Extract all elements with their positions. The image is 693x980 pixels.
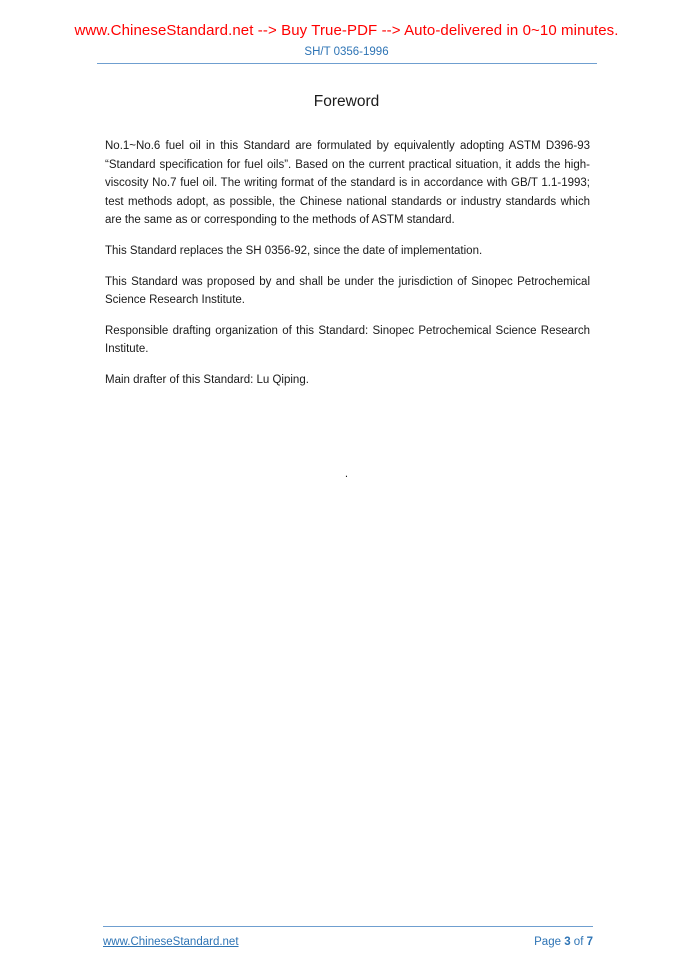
- footer-link[interactable]: www.ChineseStandard.net: [103, 936, 239, 948]
- promo-banner: www.ChineseStandard.net --> Buy True-PDF --> Auto-delivered in 0~10 minutes.: [74, 22, 619, 39]
- paragraph-1: No.1~No.6 fuel oil in this Standard are formulated by equivalently adopting ASTM D396-93 “Standard specification for fuel oils”. Based on the current practical situation, it adds the high-viscosity No.7 fuel oil. The writing format of the standard is in accordance with GB/T 1.1-1993; test methods adopt, as possible, the Chinese national standards or industry standards which are the same as or corresponding to the methods of ASTM standard.: [105, 140, 590, 227]
- paragraph-5: Main drafter of this Standard: Lu Qiping.: [105, 373, 309, 386]
- page-title: Foreword: [313, 93, 380, 110]
- page-indicator: [534, 936, 593, 948]
- paragraph-2: This Standard replaces the SH 0356-92, since the date of implementation.: [105, 244, 483, 257]
- paragraph-3: This Standard was proposed by and shall be under the jurisdiction of Sinopec Petrochemical Science Research Institute.: [105, 275, 590, 307]
- paragraph-4: Responsible drafting organization of this Standard: Sinopec Petrochemical Science Research Institute.: [105, 324, 590, 356]
- header-divider: [97, 63, 597, 64]
- page-number: 3: [564, 936, 571, 948]
- document-body: [105, 137, 590, 390]
- total-pages: 7: [586, 936, 593, 948]
- document-header: [0, 46, 693, 64]
- standard-number: SH/T 0356-1996: [304, 46, 389, 58]
- stray-dot: .: [344, 467, 349, 480]
- page-word: Page: [534, 936, 565, 948]
- page-footer: [103, 926, 593, 948]
- of-word: of: [570, 936, 587, 948]
